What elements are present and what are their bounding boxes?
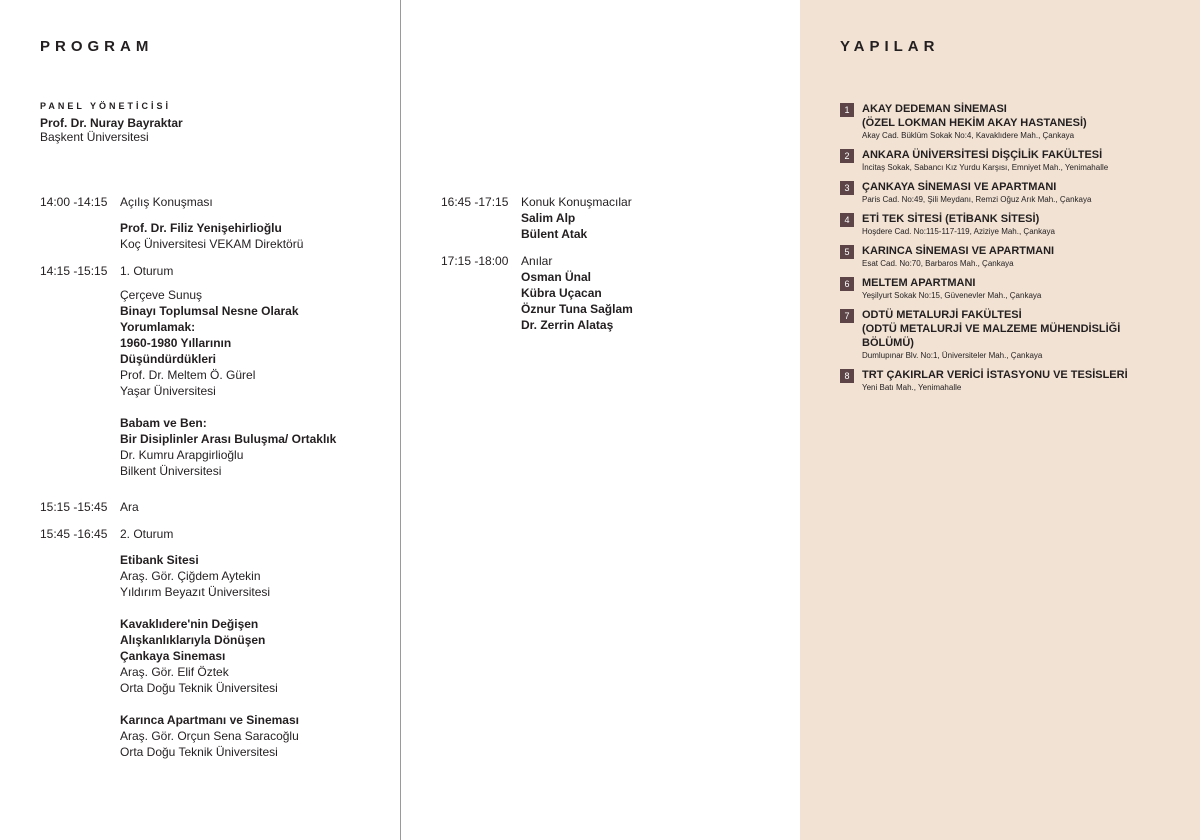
speaker-name: Araş. Gör. Orçun Sena Saracoğlu — [120, 729, 299, 743]
structures-title: YAPILAR — [840, 38, 940, 55]
structure-address: Esat Cad. No:70, Barbaros Mah., Çankaya — [862, 259, 1014, 268]
program-continued-panel — [401, 0, 800, 840]
speaker-institution: Yıldırım Beyazıt Üniversitesi — [120, 585, 271, 599]
talk-title: Babam ve Ben: — [120, 416, 207, 430]
item-number: 3 — [840, 181, 854, 195]
structure-address: Akay Cad. Büklüm Sokak No:4, Kavaklıdere Mah., Çankaya — [862, 131, 1075, 140]
speaker-name: Osman Ünal — [521, 270, 592, 284]
talk-title: Çankaya Sineması — [120, 649, 226, 663]
speaker-name: Kübra Uçacan — [521, 286, 602, 300]
session-title: Anılar — [521, 254, 553, 268]
session-time: 14:00 -14:15 — [40, 195, 108, 209]
speaker-institution: Bilkent Üniversitesi — [120, 464, 222, 478]
structure-name: (ÖZEL LOKMAN HEKİM AKAY HASTANESİ) — [862, 117, 1087, 129]
session-title: Konuk Konuşmacılar — [521, 195, 632, 209]
talk-title: Binayı Toplumsal Nesne Olarak — [120, 304, 299, 318]
speaker-name: Öznur Tuna Sağlam — [521, 302, 633, 316]
session-title: 1. Oturum — [120, 264, 174, 278]
item-number: 6 — [840, 277, 854, 291]
session-time: 14:15 -15:15 — [40, 264, 108, 278]
moderator-name: Prof. Dr. Nuray Bayraktar — [40, 116, 183, 130]
structures-list — [840, 102, 1185, 400]
session-time: 17:15 -18:00 — [441, 254, 509, 268]
program-title: PROGRAM — [40, 38, 154, 55]
panel-moderator — [40, 101, 183, 144]
session-title: Açılış Konuşması — [120, 195, 213, 209]
item-number: 4 — [840, 213, 854, 227]
structures-panel — [800, 0, 1200, 840]
list-item — [840, 308, 1185, 362]
moderator-label: PANEL YÖNETİCİSİ — [40, 101, 172, 111]
item-number: 7 — [840, 309, 854, 323]
list-item — [840, 212, 1185, 238]
structure-name: ANKARA ÜNİVERSİTESİ DİŞÇİLİK FAKÜLTESİ — [862, 149, 1103, 161]
speaker-name: Araş. Gör. Çiğdem Aytekin — [120, 569, 261, 583]
structure-name: KARINCA SİNEMASI VE APARTMANI — [862, 245, 1055, 257]
session-time: 15:45 -16:45 — [40, 527, 108, 541]
item-number: 8 — [840, 369, 854, 383]
speaker-name: Araş. Gör. Elif Öztek — [120, 665, 229, 679]
talk-title: Kavaklıdere'nin Değişen — [120, 617, 259, 631]
talk-title: Bir Disiplinler Arası Buluşma/ Ortaklık — [120, 432, 337, 446]
item-number: 5 — [840, 245, 854, 259]
session-title: Ara — [120, 500, 139, 514]
structure-name: BÖLÜMÜ) — [862, 337, 914, 349]
item-number: 1 — [840, 103, 854, 117]
talk-title: 1960-1980 Yıllarının — [120, 336, 232, 350]
speaker-name: Bülent Atak — [521, 227, 588, 241]
moderator-institution: Başkent Üniversitesi — [40, 130, 149, 144]
speaker-name: Dr. Kumru Arapgirlioğlu — [120, 448, 244, 462]
structure-address: Paris Cad. No:49, Şili Meydanı, Remzi Oğuz Arık Mah., Çankaya — [862, 195, 1092, 204]
session-time: 15:15 -15:45 — [40, 500, 108, 514]
list-item — [840, 102, 1185, 142]
talk-title: Etibank Sitesi — [120, 553, 199, 567]
session-title: 2. Oturum — [120, 527, 174, 541]
list-item — [840, 276, 1185, 302]
talk-title: Yorumlamak: — [120, 320, 196, 334]
structure-address: İncitaş Sokak, Sabancı Kız Yurdu Karşısı, Emniyet Mah., Yenimahalle — [862, 163, 1109, 172]
speaker-institution: Orta Doğu Teknik Üniversitesi — [120, 681, 278, 695]
structure-address: Yeni Batı Mah., Yenimahalle — [862, 383, 962, 392]
session-time: 16:45 -17:15 — [441, 195, 509, 209]
structure-name: AKAY DEDEMAN SİNEMASI — [862, 103, 1007, 115]
talk-title: Alışkanlıklarıyla Dönüşen — [120, 633, 266, 647]
speaker-institution: Orta Doğu Teknik Üniversitesi — [120, 745, 278, 759]
talk-title: Karınca Apartmanı ve Sineması — [120, 713, 299, 727]
list-item — [840, 180, 1185, 206]
item-number: 2 — [840, 149, 854, 163]
structure-name: TRT ÇAKIRLAR VERİCİ İSTASYONU VE TESİSLERİ — [862, 369, 1128, 381]
structure-address: Dumlupınar Blv. No:1, Üniversiteler Mah., Çankaya — [862, 351, 1043, 360]
speaker-institution: Koç Üniversitesi VEKAM Direktörü — [120, 237, 304, 251]
structure-address: Hoşdere Cad. No:115-117-119, Aziziye Mah., Çankaya — [862, 227, 1055, 236]
structure-name: ÇANKAYA SİNEMASI VE APARTMANI — [862, 181, 1057, 193]
program-panel — [0, 0, 400, 840]
structure-name: ODTÜ METALURJİ FAKÜLTESİ — [862, 309, 1022, 321]
speaker-institution: Yaşar Üniversitesi — [120, 384, 216, 398]
speaker-name: Dr. Zerrin Alataş — [521, 318, 614, 332]
speaker-name: Prof. Dr. Filiz Yenişehirlioğlu — [120, 221, 282, 235]
list-item — [840, 244, 1185, 270]
session-intro: Çerçeve Sunuş — [120, 288, 203, 302]
speaker-name: Prof. Dr. Meltem Ö. Gürel — [120, 368, 256, 382]
talk-title: Düşündürdükleri — [120, 352, 217, 366]
structure-address: Yeşilyurt Sokak No:15, Güvenevler Mah., Çankaya — [862, 291, 1042, 300]
structure-name: MELTEM APARTMANI — [862, 277, 976, 289]
list-item — [840, 148, 1185, 174]
speaker-name: Salim Alp — [521, 211, 576, 225]
structure-name: (ODTÜ METALURJİ VE MALZEME MÜHENDİSLİĞİ — [862, 323, 1121, 335]
list-item — [840, 368, 1185, 394]
structure-name: ETİ TEK SİTESİ (ETİBANK SİTESİ) — [862, 213, 1040, 225]
